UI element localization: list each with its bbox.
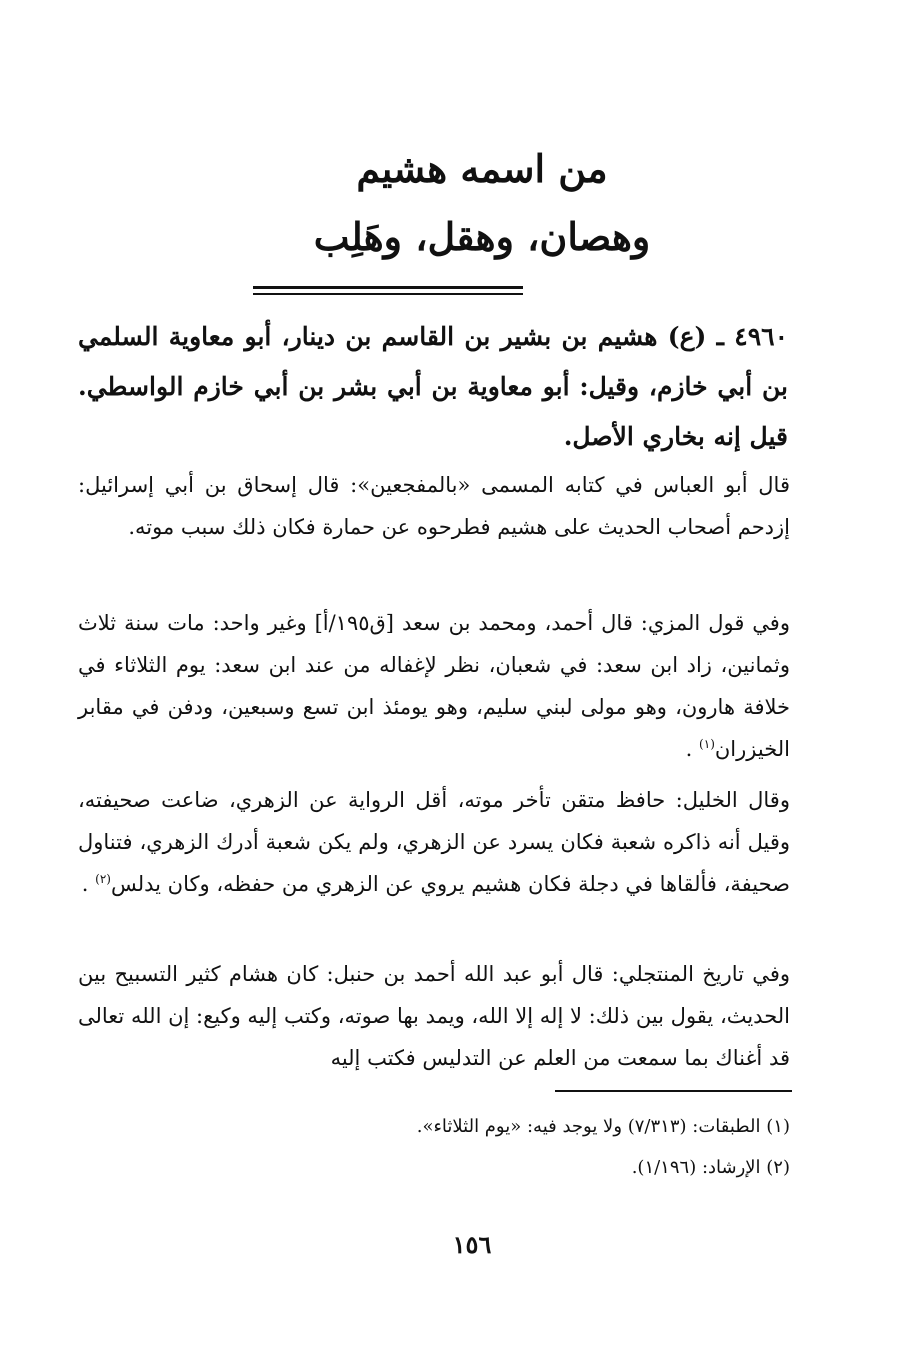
chapter-title-line-2: وهصان، وهقل، وهَلِب [313,214,651,259]
paragraph-text: وقال الخليل: حافظ متقن تأخر موته، أقل الرواية عن الزهري، ضاعت صحيفته، وقيل أنه ذاكره شعبة فكان يسرد عن الزهري، ولم يكن شعبة أدرك الزهري، فتناول صحيفة، فألقاها في دجلة فكان هشيم يروي عن الزهري من حفظه، وكان يدلس [78,788,790,896]
paragraph-al-khalili [78,779,790,905]
biography-entry-heading: ٤٩٦٠ ـ (ع) هشيم بن بشير بن القاسم بن دينار، أبو معاوية السلمي بن أبي خازم، وقيل: أبو معاوية بن أبي بشر بن أبي خازم الواسطي. قيل إنه بخاري الأصل. [78,322,788,451]
title-underline-thick [253,286,523,289]
paragraph-al-mizzi [78,602,790,770]
paragraph-end-mark: . [81,872,89,896]
paragraph-abu-al-abbas: قال أبو العباس في كتابه المسمى «بالمفجعين»: قال إسحاق بن أبي إسرائيل: إزدحم أصحاب الحديث على هشيم فطرحوه عن حمارة فكان ذلك سبب موته. [78,473,790,539]
paragraph-al-muntajili: وفي تاريخ المنتجلي: قال أبو عبد الله أحمد بن حنبل: كان هشام كثير التسبيح بين الحديث، يقول بين ذلك: لا إله إلا الله، ويمد بها صوته، وكتب إليه وكيع: إن الله تعالى قد أغناك بما سمعت من العلم عن التدليس فكتب إليه [78,962,790,1070]
footnote-2: (٢) الإرشاد: (١/١٩٦). [631,1157,790,1178]
title-underline-thin [253,293,523,295]
footnote-separator [555,1090,792,1092]
paragraph-text: وفي قول المزي: قال أحمد، ومحمد بن سعد [ق١٩٥/أ] وغير واحد: مات سنة ثلاث وثمانين، زاد ابن سعد: في شعبان، نظر لإغفاله من عند ابن سعد: يوم الثلاثاء في خلافة هارون، وهو مولى لبني سليم، وهو يومئذ ابن تسع وسبعين، ودفن في مقابر الخيزران [78,611,790,761]
footnote-ref-1: (١) [699,737,715,751]
chapter-title-line-1: من اسمه هشيم [356,146,608,191]
page-number: ١٥٦ [452,1230,492,1259]
footnote-1: (١) الطبقات: (٧/٣١٣) ولا يوجد فيه: «يوم الثلاثاء». [416,1116,790,1137]
footnote-ref-2: (٢) [95,872,111,886]
paragraph-end-mark: . [685,737,693,761]
